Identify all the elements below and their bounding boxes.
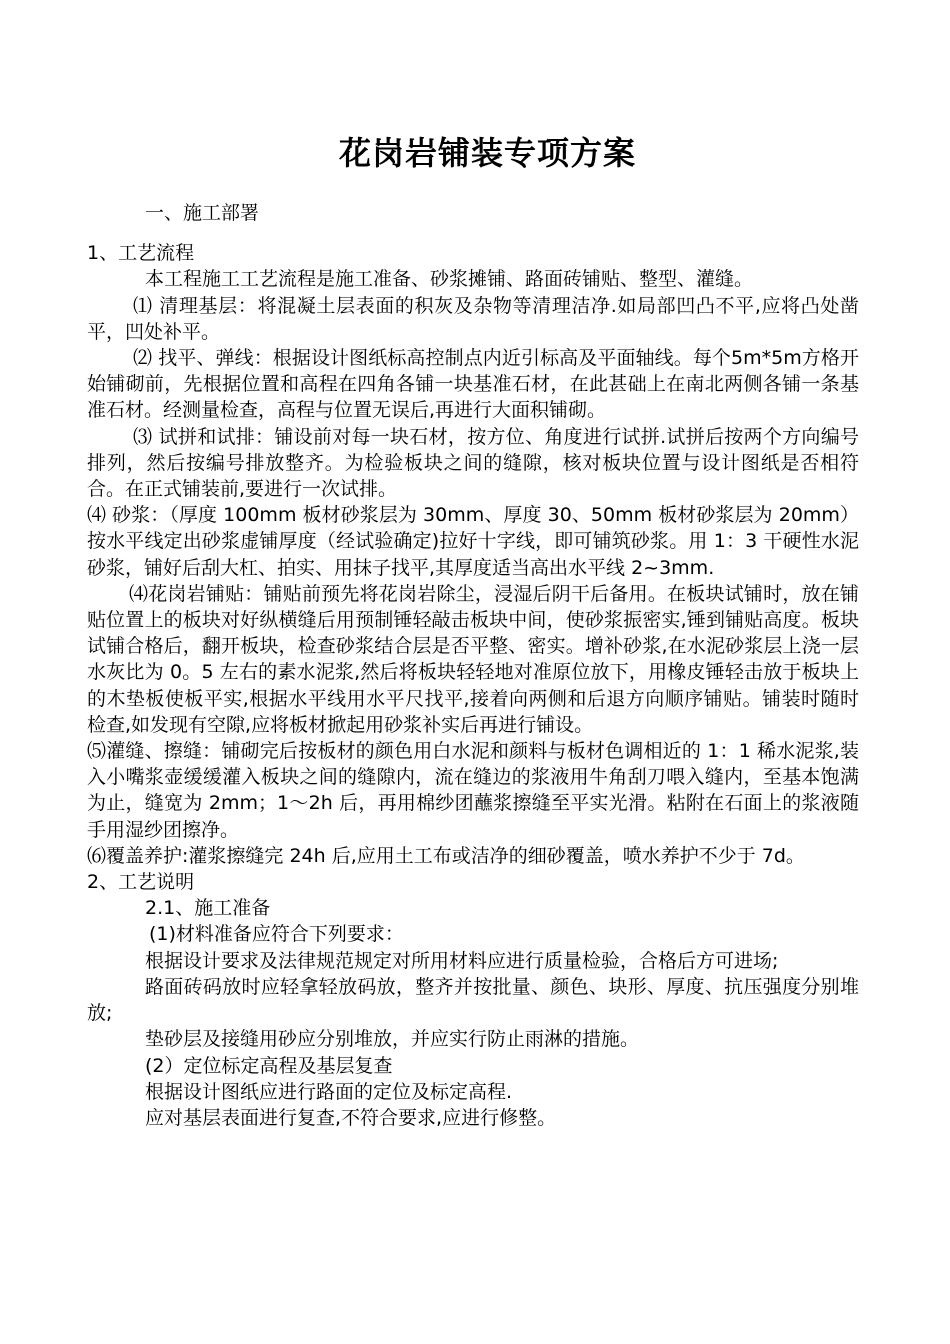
paragraph: ⑶ 试拼和试排：铺设前对每一块石材，按方位、角度进行试拼.试拼后按两个方向编号排列，然后按编号排放整齐。为检验板块之间的缝隙，核对板块位置与设计图纸是否相符合。在正式铺装前,要进行一次试排。 (87, 425, 859, 501)
subsection-heading: 1、工艺流程 (87, 242, 195, 265)
paragraph: 垫砂层及接缝用砂应分别堆放，并应实行防止雨淋的措施。 (145, 1028, 640, 1051)
list-heading: (2）定位标定高程及基层复查 (145, 1054, 393, 1077)
paragraph: 根据设计图纸应进行路面的定位及标定高程. (145, 1080, 513, 1103)
paragraph: 路面砖码放时应轻拿轻放码放，整齐并按批量、颜色、块形、厚度、抗压强度分别堆放; (87, 975, 859, 1025)
paragraph: ⑷ 砂浆：（厚度 100mm 板材砂浆层为 30mm、厚度 30、50mm 板材砂浆层为 20mm）按水平线定出砂浆虚铺厚度（经试验确定)拉好十字线，即可铺筑砂浆。用 1：3 干硬性水泥砂浆，铺好后刮大杠、拍实、用抹子找平,其厚度适当高出水平线 2~3mm. (87, 504, 859, 579)
subsection-heading: 2、工艺说明 (87, 871, 195, 894)
paragraph: ⑷花岗岩铺贴：铺贴前预先将花岗岩除尘，浸湿后阴干后备用。在板块试铺时，放在铺贴位置上的板块对好纵横缝后用预制锤轻敲击板块中间，使砂浆振密实,锤到铺贴高度。板块试铺合格后，翻开板块，检查砂浆结合层是否平整、密实。增补砂浆,在水泥砂浆层上浇一层水灰比为 0。5 左右的素水泥浆,然后将板块轻轻地对准原位放下，用橡皮锤轻击放于板块上的木垫板使板平实,根据水平线用水平尺找平,接着向两侧和后退方向顺序铺贴。铺装时随时检查,如发现有空隙,应将板材掀起用砂浆补实后再进行铺设。 (87, 582, 859, 736)
document-title: 花岗岩铺装专项方案 (338, 134, 636, 172)
paragraph: ⑴ 清理基层：将混凝土层表面的积灰及杂物等清理洁净.如局部凹凸不平,应将凸处凿平，凹处补平。 (87, 294, 859, 343)
paragraph: ⑹覆盖养护:灌浆擦缝完 24h 后,应用土工布或洁净的细砂覆盖，喷水养护不少于 7d。 (87, 844, 805, 867)
paragraph: 本工程施工工艺流程是施工准备、砂浆摊铺、路面砖铺贴、整型、灌缝。 (145, 268, 754, 291)
section-heading: 一、施工部署 (145, 202, 260, 224)
document-body (87, 200, 859, 1131)
paragraph: 根据设计要求及法律规范规定对所用材料应进行质量检验，合格后方可进场; (145, 949, 779, 972)
paragraph: ⑸灌缝、擦缝：铺砌完后按板材的颜色用白水泥和颜料与板材色调相近的 1：1 稀水泥浆,装入小嘴浆壶缓缓灌入板块之间的缝隙内，流在缝边的浆液用牛角刮刀喂入缝内，至基本饱满为止，缝宽为 2mm；1～2h 后，再用棉纱团蘸浆擦缝至平实光滑。粘附在石面上的浆液随手用湿纱团擦净。 (87, 740, 859, 841)
paragraph: ⑵ 找平、弹线：根据设计图纸标高控制点内近引标高及平面轴线。每个5m*5m方格开始铺砌前，先根据位置和高程在四角各铺一块基准石材，在此甚础上在南北两侧各铺一条基准石材。经测量检查，高程与位置无误后,再进行大面积铺砌。 (87, 347, 859, 422)
paragraph: 应对基层表面进行复查,不符合要求,应进行修整。 (145, 1106, 557, 1129)
list-heading: (1)材料准备应符合下列要求： (149, 923, 404, 946)
subsection-heading: 2.1、施工准备 (145, 897, 271, 920)
